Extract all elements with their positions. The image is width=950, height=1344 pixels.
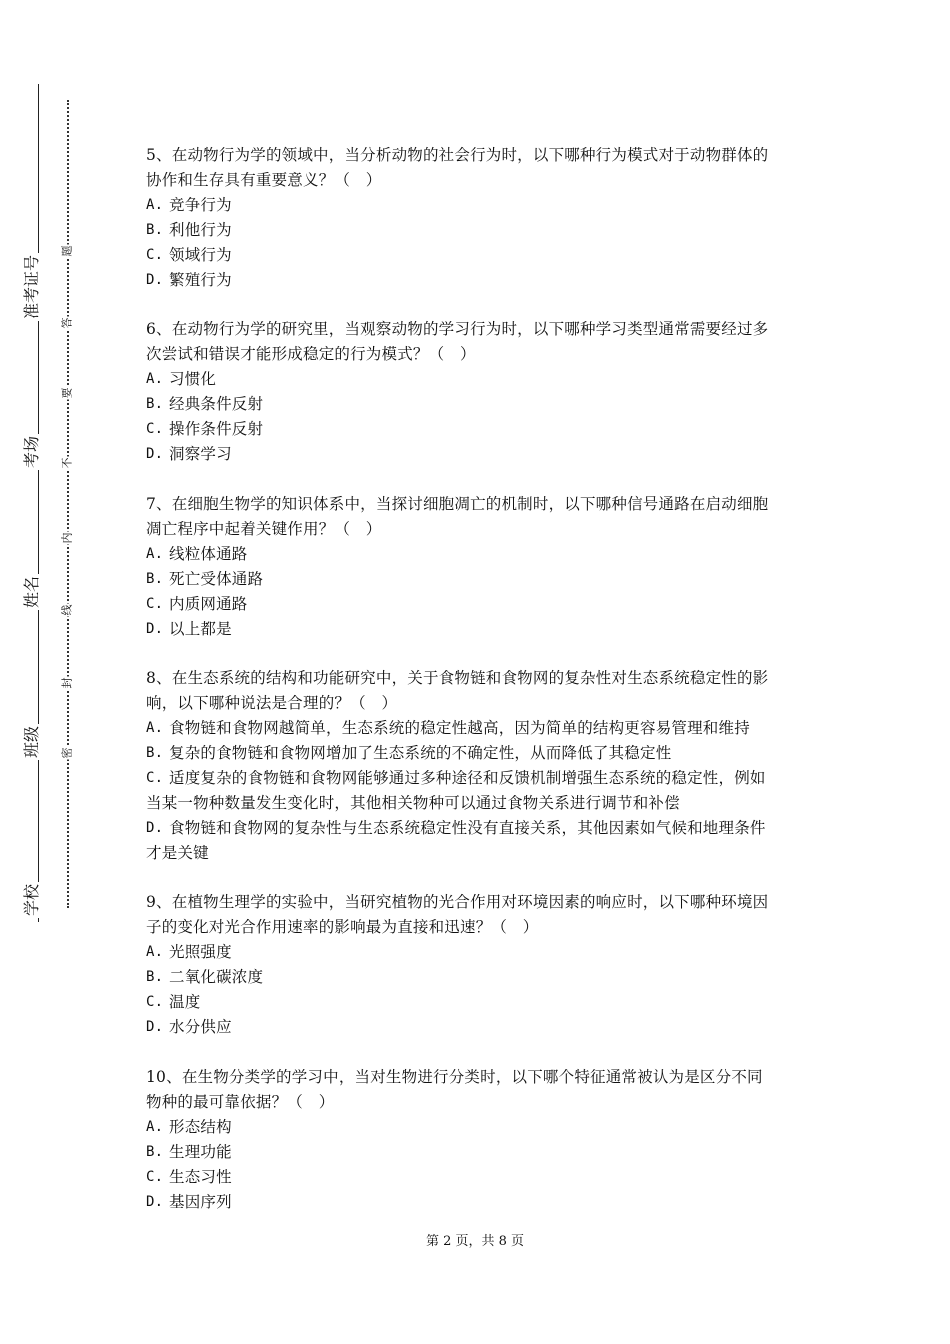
question-stem-line: 6、在动物行为学的研究里，当观察动物的学习行为时，以下哪种学习类型通常需要经过多 <box>146 320 769 338</box>
option-c: C. 操作条件反射 <box>146 420 264 438</box>
seal-char: 不 <box>60 457 74 469</box>
seal-char: 内 <box>60 532 74 544</box>
question-stem-line: 9、在植物生理学的实验中，当研究植物的光合作用对环境因素的响应时，以下哪种环境因 <box>146 893 769 911</box>
option-b: B. 死亡受体通路 <box>146 570 264 588</box>
seal-char: 密 <box>60 747 74 759</box>
class-label: 班级 <box>20 724 44 760</box>
option-b: B. 二氧化碳浓度 <box>146 968 264 986</box>
option-a: A. 形态结构 <box>146 1118 232 1136</box>
seal-char: 答 <box>60 317 74 329</box>
question-stem-line: 子的变化对光合作用速率的影响最为直接和迅速？（ ） <box>146 918 539 936</box>
option-c: C. 生态习性 <box>146 1168 232 1186</box>
question-stem-line: 响，以下哪种说法是合理的？（ ） <box>146 694 398 712</box>
option-a: A. 光照强度 <box>146 943 232 961</box>
question-5 <box>146 143 810 293</box>
question-stem-line: 10、在生物分类学的学习中，当对生物进行分类时，以下哪个特征通常被认为是区分不同 <box>146 1068 763 1086</box>
option-c: C. 内质网通路 <box>146 595 248 613</box>
option-c: C. 领域行为 <box>146 246 232 264</box>
question-stem-line: 次尝试和错误才能形成稳定的行为模式？（ ） <box>146 345 476 363</box>
question-stem-line: 协作和生存具有重要意义？（ ） <box>146 171 382 189</box>
option-d: D. 水分供应 <box>146 1018 232 1036</box>
option-a: A. 线粒体通路 <box>146 545 248 563</box>
option-continuation-line: 才是关键 <box>146 844 209 862</box>
seal-char: 封 <box>60 677 74 689</box>
option-c: C. 适度复杂的食物链和食物网能够通过多种途径和反馈机制增强生态系统的稳定性，例如 <box>146 769 766 787</box>
seal-dotted-line <box>67 100 69 908</box>
question-9 <box>146 890 810 1040</box>
seal-char: 题 <box>60 245 74 257</box>
option-d: D. 以上都是 <box>146 620 232 638</box>
exam-number-label: 准考证号 <box>20 253 44 321</box>
option-a: A. 食物链和食物网越简单，生态系统的稳定性越高，因为简单的结构更容易管理和维持 <box>146 719 750 737</box>
seal-char: 要 <box>60 387 74 399</box>
page-footer: 第 2 页，共 8 页 <box>425 1234 525 1249</box>
option-d: D. 基因序列 <box>146 1193 232 1211</box>
question-stem-line: 8、在生态系统的结构和功能研究中，关于食物链和食物网的复杂性对生态系统稳定性的影 <box>146 669 769 687</box>
option-d: D. 洞察学习 <box>146 445 232 463</box>
option-b: B. 经典条件反射 <box>146 395 264 413</box>
option-b: B. 生理功能 <box>146 1143 232 1161</box>
question-stem-line: 7、在细胞生物学的知识体系中，当探讨细胞凋亡的机制时，以下哪种信号通路在启动细胞 <box>146 495 769 513</box>
option-a: A. 习惯化 <box>146 370 217 388</box>
option-d: D. 食物链和食物网的复杂性与生态系统稳定性没有直接关系，其他因素如气候和地理条件 <box>146 819 766 837</box>
question-stem-line: 凋亡程序中起着关键作用？（ ） <box>146 520 382 538</box>
option-a: A. 竞争行为 <box>146 196 232 214</box>
seal-char: 线 <box>60 604 74 616</box>
exam-room-label: 考场 <box>20 434 44 470</box>
question-10 <box>146 1065 810 1215</box>
name-label: 姓名 <box>20 574 44 610</box>
question-7 <box>146 492 810 642</box>
school-label: 学校 <box>20 882 44 918</box>
option-continuation-line: 当某一物种数量发生变化时，其他相关物种可以通过食物关系进行调节和补偿 <box>146 794 680 812</box>
question-8 <box>146 666 810 866</box>
option-b: B. 复杂的食物链和食物网增加了生态系统的不确定性，从而降低了其稳定性 <box>146 744 672 762</box>
question-stem-line: 物种的最可靠依据？（ ） <box>146 1093 335 1111</box>
option-c: C. 温度 <box>146 993 201 1011</box>
option-d: D. 繁殖行为 <box>146 271 232 289</box>
binding-line <box>38 84 39 922</box>
option-b: B. 利他行为 <box>146 221 232 239</box>
question-stem-line: 5、在动物行为学的领域中，当分析动物的社会行为时，以下哪种行为模式对于动物群体的 <box>146 146 769 164</box>
question-6 <box>146 317 810 467</box>
